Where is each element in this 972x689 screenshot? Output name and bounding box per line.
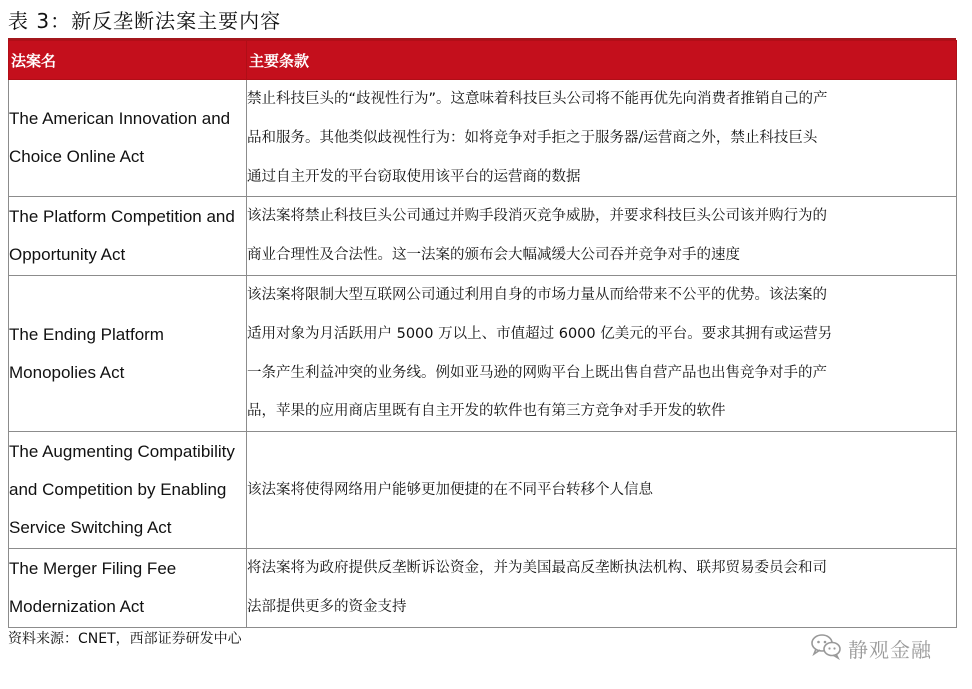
- law-desc-cell: [247, 549, 957, 628]
- law-name-line: The Platform Competition and: [9, 207, 235, 227]
- law-name-line: Opportunity Act: [9, 245, 126, 265]
- logo-text: 静观金融: [848, 637, 932, 662]
- law-name-line: Monopolies Act: [9, 362, 125, 382]
- law-name-cell: [9, 197, 247, 276]
- table-row: [9, 432, 957, 549]
- wechat-icon: [810, 632, 842, 664]
- law-name-line: and Competition by Enabling: [9, 480, 227, 500]
- law-desc-line: 将法案将为政府提供反垄断诉讼资金，并为美国最高反垄断执法机构、联邦贸易委员会和司: [247, 560, 827, 577]
- law-name-line: Modernization Act: [9, 596, 145, 616]
- law-desc-cell: [247, 275, 957, 431]
- law-name-cell: [9, 549, 247, 628]
- law-table: [8, 40, 957, 628]
- header-main-terms: 主要条款: [247, 41, 957, 80]
- source-note: 资料来源：CNET，西部证券研发中心: [8, 631, 242, 647]
- law-name-line: The Merger Filing Fee: [9, 558, 177, 578]
- header-law-name: 法案名: [9, 41, 247, 80]
- law-desc-line: 法部提供更多的资金支持: [247, 598, 407, 615]
- law-desc-line: 通过自主开发的平台窃取使用该平台的运营商的数据: [247, 168, 581, 185]
- law-desc-line: 禁止科技巨头的“歧视性行为”。这意味着科技巨头公司将不能再优先向消费者推销自己的产: [247, 91, 828, 107]
- table-row: [9, 549, 957, 628]
- table-row: [9, 197, 957, 276]
- law-desc-line: 该法案将使得网络用户能够更加便捷的在不同平台转移个人信息: [247, 481, 653, 498]
- law-desc-line: 商业合理性及合法性。这一法案的颁布会大幅减缓大公司吞并竞争对手的速度: [247, 247, 740, 264]
- law-name-line: The American Innovation and: [9, 109, 231, 129]
- law-name-cell: [9, 432, 247, 549]
- law-name-cell: [9, 275, 247, 431]
- law-desc-line: 品，苹果的应用商店里既有自主开发的软件也有第三方竞争对手开发的软件: [247, 403, 726, 420]
- law-name-line: The Ending Platform: [9, 324, 164, 344]
- table-title: 表 3：新反垄断法案主要内容: [8, 9, 282, 33]
- law-desc-cell: [247, 197, 957, 276]
- law-desc-line: 适用对象为月活跃用户 5000 万以上、市值超过 6000 亿美元的平台。要求其拥有或运营另: [247, 325, 833, 342]
- law-desc-line: 该法案将禁止科技巨头公司通过并购手段消灭竞争威胁，并要求科技巨头公司该并购行为的: [247, 208, 827, 225]
- table-row: [9, 80, 957, 197]
- law-desc-cell: [247, 432, 957, 549]
- law-name-line: Choice Online Act: [9, 147, 145, 167]
- table-header-row: [9, 41, 957, 80]
- law-desc-line: 一条产生利益冲突的业务线。例如亚马逊的网购平台上既出售自营产品也出售竞争对手的产: [247, 364, 827, 381]
- law-desc-line: 品和服务。其他类似歧视性行为：如将竞争对手拒之于服务器/运营商之外，禁止科技巨头: [247, 129, 818, 146]
- law-desc-line: 该法案将限制大型互联网公司通过利用自身的市场力量从而给带来不公平的优势。该法案的: [247, 286, 827, 303]
- law-name-cell: [9, 80, 247, 197]
- law-name-line: The Augmenting Compatibility: [9, 442, 235, 462]
- wechat-logo: [810, 630, 932, 666]
- law-desc-cell: [247, 80, 957, 197]
- law-name-line: Service Switching Act: [9, 518, 172, 538]
- table-row: [9, 275, 957, 431]
